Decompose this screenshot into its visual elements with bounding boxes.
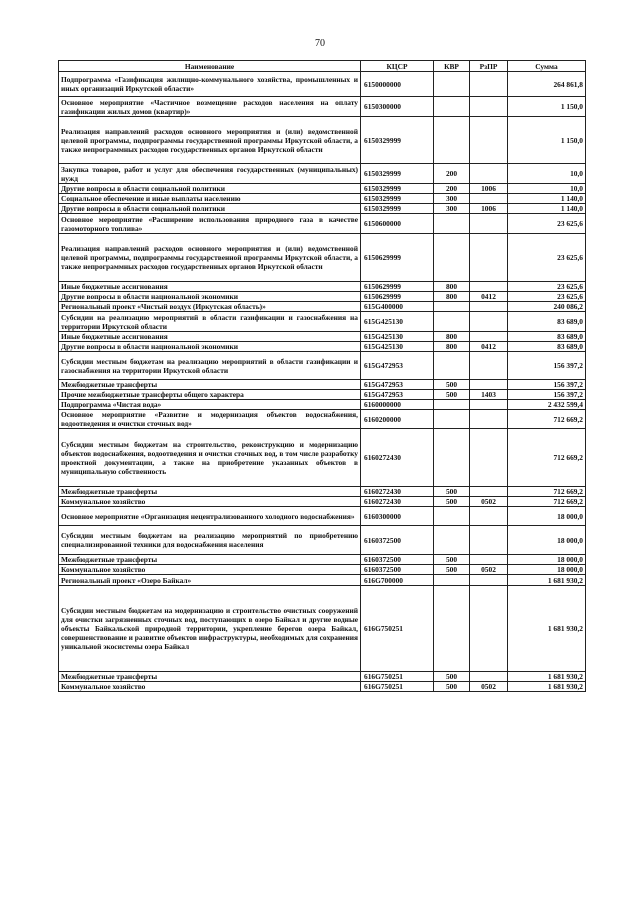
row-kcsr: 6160200000	[361, 410, 434, 429]
table-row	[59, 302, 586, 312]
row-rzpr	[470, 575, 508, 586]
row-name: Субсидии местным бюджетам на модернизацию и строительство очистных сооружений для очистки загрязненных сточных вод, поступающих в озеро Байкал и другие водные объекты Байкальской природной территории, укрепление берегов озера Байкал, совершенствование и развитие объектов инфраструктуры, необходимых для сохранения уникальной экосистемы озера Байкал	[59, 586, 361, 672]
header-sum: Сумма	[508, 61, 586, 72]
row-kvr: 300	[434, 194, 470, 204]
row-kvr	[434, 429, 470, 487]
row-kcsr: 6160272430	[361, 429, 434, 487]
row-name: Основное мероприятие «Расширение использования природного газа в качестве газомоторного топлива»	[59, 214, 361, 234]
row-rzpr	[470, 282, 508, 292]
row-sum: 1 681 930,2	[508, 575, 586, 586]
row-sum: 712 669,2	[508, 429, 586, 487]
row-kcsr: 616G750251	[361, 672, 434, 682]
row-name: Региональный проект «Чистый воздух (Иркутская область)»	[59, 302, 361, 312]
row-kcsr: 6160000000	[361, 400, 434, 410]
row-rzpr: 1006	[470, 204, 508, 214]
row-sum: 264 861,8	[508, 72, 586, 97]
row-rzpr	[470, 526, 508, 555]
row-rzpr	[470, 586, 508, 672]
row-name: Коммунальное хозяйство	[59, 682, 361, 692]
row-kvr	[434, 214, 470, 234]
table-row	[59, 429, 586, 487]
row-sum: 2 432 599,4	[508, 400, 586, 410]
row-rzpr	[470, 487, 508, 497]
row-rzpr	[470, 352, 508, 380]
row-kcsr: 6150329999	[361, 164, 434, 184]
row-name: Прочие межбюджетные трансферты общего характера	[59, 390, 361, 400]
row-sum: 83 689,0	[508, 332, 586, 342]
row-sum: 156 397,2	[508, 352, 586, 380]
row-kvr	[434, 312, 470, 332]
row-sum: 83 689,0	[508, 312, 586, 332]
row-rzpr	[470, 234, 508, 282]
row-kcsr: 6160272430	[361, 497, 434, 507]
row-sum: 18 000,0	[508, 555, 586, 565]
row-rzpr	[470, 302, 508, 312]
row-name: Подпрограмма «Газификация жилищно-коммунального хозяйства, промышленных и иных организаций Иркутской области»	[59, 72, 361, 97]
row-sum: 712 669,2	[508, 487, 586, 497]
row-kvr	[434, 234, 470, 282]
row-kvr: 800	[434, 342, 470, 352]
table-row	[59, 72, 586, 97]
row-name: Реализация направлений расходов основного мероприятия и (или) ведомственной целевой программы, подпрограммы государственной программы Иркутской области, а также непрограммных расходов государственных органов Иркутской области	[59, 117, 361, 164]
row-name: Региональный проект «Озеро Байкал»	[59, 575, 361, 586]
row-rzpr	[470, 214, 508, 234]
row-kcsr: 6150629999	[361, 292, 434, 302]
table-row	[59, 586, 586, 672]
row-kcsr: 6150600000	[361, 214, 434, 234]
table-row	[59, 312, 586, 332]
row-name: Межбюджетные трансферты	[59, 380, 361, 390]
row-name: Межбюджетные трансферты	[59, 487, 361, 497]
row-sum: 156 397,2	[508, 390, 586, 400]
row-sum: 1 150,0	[508, 117, 586, 164]
row-rzpr	[470, 507, 508, 526]
row-name: Субсидии местным бюджетам на строительство, реконструкцию и модернизацию объектов водоснабжения, водоотведения и очистки сточных вод, в том числе разработку проектной документации, а также на приобретение указанных объектов в муниципальную собственность	[59, 429, 361, 487]
header-rzpr: РзПР	[470, 61, 508, 72]
row-sum: 18 000,0	[508, 526, 586, 555]
row-kcsr: 616G750251	[361, 682, 434, 692]
row-kvr	[434, 410, 470, 429]
row-kvr: 800	[434, 332, 470, 342]
row-name: Подпрограмма «Чистая вода»	[59, 400, 361, 410]
row-sum: 1 140,0	[508, 194, 586, 204]
row-kvr	[434, 400, 470, 410]
row-rzpr	[470, 380, 508, 390]
row-sum: 1 140,0	[508, 204, 586, 214]
table-row	[59, 400, 586, 410]
table-row	[59, 497, 586, 507]
row-sum: 23 625,6	[508, 234, 586, 282]
row-sum: 712 669,2	[508, 410, 586, 429]
row-kcsr: 6150329999	[361, 194, 434, 204]
row-rzpr	[470, 429, 508, 487]
row-kcsr: 6160372500	[361, 565, 434, 575]
row-kvr: 200	[434, 164, 470, 184]
row-rzpr	[470, 410, 508, 429]
row-rzpr	[470, 332, 508, 342]
row-kcsr: 6150629999	[361, 282, 434, 292]
table-row	[59, 682, 586, 692]
row-name: Социальное обеспечение и иные выплаты населению	[59, 194, 361, 204]
row-kvr: 500	[434, 555, 470, 565]
row-rzpr: 0502	[470, 682, 508, 692]
row-kcsr: 6150329999	[361, 204, 434, 214]
table-row	[59, 184, 586, 194]
row-kcsr: 6160372500	[361, 526, 434, 555]
row-kvr: 800	[434, 282, 470, 292]
header-kvr: КВР	[434, 61, 470, 72]
table-row	[59, 234, 586, 282]
row-kcsr: 6160372500	[361, 555, 434, 565]
row-name: Иные бюджетные ассигнования	[59, 282, 361, 292]
row-kvr: 200	[434, 184, 470, 194]
table-row	[59, 164, 586, 184]
header-kcsr: КЦСР	[361, 61, 434, 72]
row-rzpr: 1006	[470, 184, 508, 194]
row-kcsr: 615G472953	[361, 352, 434, 380]
row-name: Коммунальное хозяйство	[59, 497, 361, 507]
row-name: Коммунальное хозяйство	[59, 565, 361, 575]
row-kvr	[434, 526, 470, 555]
table-row	[59, 487, 586, 497]
row-kcsr: 615G472953	[361, 390, 434, 400]
row-kvr: 500	[434, 380, 470, 390]
row-name: Другие вопросы в области национальной экономики	[59, 342, 361, 352]
row-kvr: 500	[434, 487, 470, 497]
row-rzpr	[470, 672, 508, 682]
row-kvr	[434, 586, 470, 672]
row-kcsr: 6150629999	[361, 234, 434, 282]
table-row	[59, 204, 586, 214]
row-kcsr: 615G472953	[361, 380, 434, 390]
row-kvr	[434, 352, 470, 380]
table-row	[59, 352, 586, 380]
row-sum: 18 000,0	[508, 507, 586, 526]
row-name: Межбюджетные трансферты	[59, 555, 361, 565]
row-name: Закупка товаров, работ и услуг для обеспечения государственных (муниципальных) нужд	[59, 164, 361, 184]
table-row	[59, 555, 586, 565]
table-row	[59, 575, 586, 586]
table-row	[59, 390, 586, 400]
row-sum: 240 086,2	[508, 302, 586, 312]
row-rzpr	[470, 117, 508, 164]
table-row	[59, 526, 586, 555]
row-kvr	[434, 507, 470, 526]
row-kcsr: 6160272430	[361, 487, 434, 497]
row-sum: 10,0	[508, 164, 586, 184]
row-kvr: 800	[434, 292, 470, 302]
row-kcsr: 615G400000	[361, 302, 434, 312]
table-row	[59, 342, 586, 352]
row-kcsr: 616G750251	[361, 586, 434, 672]
row-kvr	[434, 575, 470, 586]
row-kcsr: 615G425130	[361, 342, 434, 352]
row-name: Субсидии местным бюджетам на реализацию мероприятий в области газификации и газоснабжения на территории Иркутской области	[59, 352, 361, 380]
row-kcsr: 616G700000	[361, 575, 434, 586]
row-name: Другие вопросы в области социальной политики	[59, 204, 361, 214]
row-name: Другие вопросы в области социальной политики	[59, 184, 361, 194]
row-sum: 1 681 930,2	[508, 672, 586, 682]
row-sum: 1 150,0	[508, 97, 586, 117]
row-kvr: 500	[434, 682, 470, 692]
row-sum: 23 625,6	[508, 282, 586, 292]
table-row	[59, 117, 586, 164]
row-kvr	[434, 97, 470, 117]
page-number: 70	[315, 38, 325, 49]
row-sum: 83 689,0	[508, 342, 586, 352]
row-name: Основное мероприятие «Организация нецентрализованного холодного водоснабжения»	[59, 507, 361, 526]
table-row	[59, 194, 586, 204]
row-sum: 1 681 930,2	[508, 586, 586, 672]
row-kcsr: 6150000000	[361, 72, 434, 97]
row-kvr	[434, 117, 470, 164]
row-rzpr	[470, 400, 508, 410]
row-rzpr: 0502	[470, 497, 508, 507]
row-rzpr: 1403	[470, 390, 508, 400]
row-sum: 1 681 930,2	[508, 682, 586, 692]
row-rzpr	[470, 312, 508, 332]
row-rzpr: 0412	[470, 292, 508, 302]
row-sum: 156 397,2	[508, 380, 586, 390]
row-kvr: 500	[434, 672, 470, 682]
row-rzpr	[470, 72, 508, 97]
row-name: Основное мероприятие «Развитие и модернизация объектов водоснабжения, водоотведения и очистки сточных вод»	[59, 410, 361, 429]
row-name: Субсидии на реализацию мероприятий в области газификации и газоснабжения на территории Иркутской области	[59, 312, 361, 332]
table-row	[59, 672, 586, 682]
row-name: Субсидии местным бюджетам на реализацию мероприятий по приобретению специализированной техники для водоснабжения населения	[59, 526, 361, 555]
row-kvr: 300	[434, 204, 470, 214]
table-row	[59, 332, 586, 342]
row-rzpr	[470, 97, 508, 117]
table-row	[59, 565, 586, 575]
row-sum: 23 625,6	[508, 214, 586, 234]
table-row	[59, 380, 586, 390]
row-kcsr: 6160300000	[361, 507, 434, 526]
row-name: Иные бюджетные ассигнования	[59, 332, 361, 342]
table-row	[59, 507, 586, 526]
row-kvr: 500	[434, 565, 470, 575]
row-kvr: 500	[434, 497, 470, 507]
row-rzpr	[470, 164, 508, 184]
table-header-row	[59, 61, 586, 72]
row-sum: 18 000,0	[508, 565, 586, 575]
row-name: Реализация направлений расходов основного мероприятия и (или) ведомственной целевой программы, подпрограммы государственной программы Иркутской области, а также непрограммных расходов государственных органов Иркутской области	[59, 234, 361, 282]
row-rzpr: 0412	[470, 342, 508, 352]
table-row	[59, 214, 586, 234]
row-kcsr: 6150329999	[361, 184, 434, 194]
row-kcsr: 615G425130	[361, 332, 434, 342]
row-name: Другие вопросы в области национальной экономики	[59, 292, 361, 302]
row-rzpr: 0502	[470, 565, 508, 575]
row-kcsr: 6150300000	[361, 97, 434, 117]
row-kvr	[434, 302, 470, 312]
row-sum: 10,0	[508, 184, 586, 194]
row-name: Основное мероприятие «Частичное возмещение расходов населения на оплату газификации жилых домов (квартир)»	[59, 97, 361, 117]
row-sum: 712 669,2	[508, 497, 586, 507]
row-sum: 23 625,6	[508, 292, 586, 302]
row-name: Межбюджетные трансферты	[59, 672, 361, 682]
row-rzpr	[470, 555, 508, 565]
budget-table	[58, 60, 586, 692]
table-row	[59, 292, 586, 302]
table-row	[59, 97, 586, 117]
row-kcsr: 6150329999	[361, 117, 434, 164]
row-kcsr: 615G425130	[361, 312, 434, 332]
row-kvr: 500	[434, 390, 470, 400]
header-name: Наименование	[59, 61, 361, 72]
row-rzpr	[470, 194, 508, 204]
table-row	[59, 282, 586, 292]
row-kvr	[434, 72, 470, 97]
table-row	[59, 410, 586, 429]
